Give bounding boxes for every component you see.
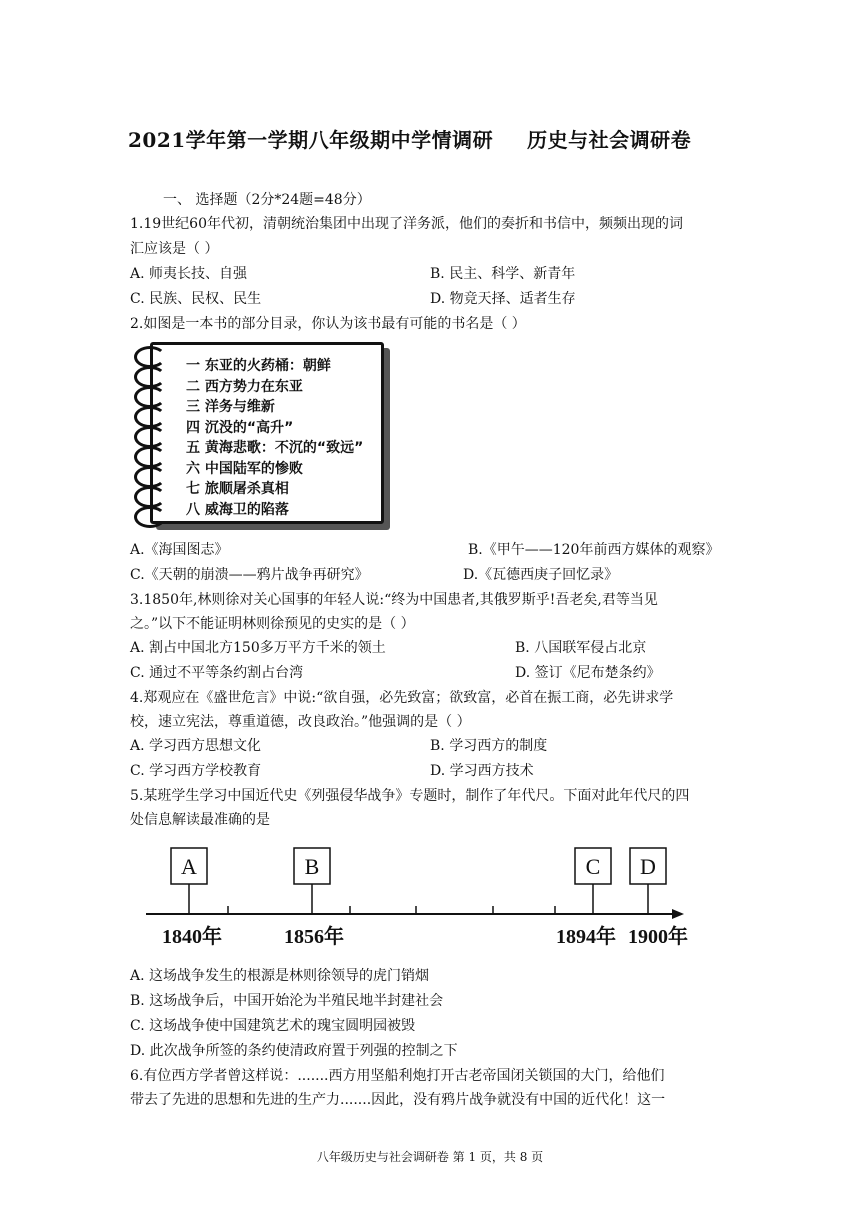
title-exam-name: 2021学年第一学期八年级期中学情调研 (128, 128, 494, 152)
toc-item: 五 黄海悲歌：不沉的“致远” (186, 440, 364, 456)
timeline-label-c: C (585, 854, 601, 879)
question-5-option-b: B. 这场战争后，中国开始沦为半殖民地半封建社会 (130, 993, 444, 1009)
question-2-option-c: C.《天朝的崩溃——鸦片战争再研究》 (130, 567, 369, 583)
timeline-ruler (140, 840, 700, 950)
question-5-option-c: C. 这场战争使中国建筑艺术的瑰宝圆明园被毁 (130, 1018, 416, 1034)
page-title (128, 124, 691, 153)
timeline-label-b: B (304, 854, 320, 879)
title-subject: 历史与社会调研卷 (527, 128, 692, 152)
question-1-option-c: C. 民族、民权、民生 (130, 291, 262, 307)
question-4-option-a: A. 学习西方思想文化 (130, 738, 262, 754)
question-5-stem-cont: 处信息解读最准确的是 (130, 812, 270, 828)
timeline-year-1840: 1840年 (162, 926, 222, 948)
question-1-option-a: A. 师夷长技、自强 (130, 266, 248, 282)
question-3-option-c: C. 通过不平等条约割占台湾 (130, 665, 304, 681)
toc-item: 六 中国陆军的惨败 (186, 460, 303, 477)
question-4-stem-cont: 校，速立宪法，尊重道德，改良政治。”他强调的是（ ） (130, 714, 471, 730)
question-5-option-a: A. 这场战争发生的根源是林则徐领导的虎门销烟 (130, 968, 430, 984)
toc-item: 三 洋务与维新 (186, 399, 275, 415)
toc-item: 七 旅顺屠杀真相 (186, 481, 289, 497)
question-3-stem-cont: 之。”以下不能证明林则徐预见的史实的是（ ） (130, 616, 415, 632)
timeline-label-d: D (640, 854, 656, 879)
question-4-stem: 4.郑观应在《盛世危言》中说:“欲自强，必先致富；欲致富，必首在振工商，必先讲求学 (130, 690, 674, 706)
question-2-option-b: B.《甲午——120年前西方媒体的观察》 (468, 542, 720, 558)
toc-item: 一 东亚的火药桶：朝鲜 (186, 358, 331, 374)
question-3-option-d: D. 签订《尼布楚条约》 (515, 665, 661, 681)
question-4-option-d: D. 学习西方技术 (430, 763, 534, 779)
question-4-option-b: B. 学习西方的制度 (430, 738, 548, 754)
question-3-stem: 3.1850年,林则徐对关心国事的年轻人说:“终为中国患者,其俄罗斯乎!吾老矣,君等当见 (130, 592, 658, 608)
toc-item: 八 威海卫的陷落 (186, 501, 289, 518)
question-2-option-a: A.《海国图志》 (130, 542, 229, 558)
section-heading: 一、 选择题（2分*24题=48分） (163, 192, 371, 208)
table-of-contents (186, 356, 363, 520)
question-3-option-b: B. 八国联军侵占北京 (515, 640, 647, 656)
timeline-year-1894: 1894年 (556, 926, 616, 948)
question-5-stem: 5.某班学生学习中国近代史《列强侵华战争》专题时，制作了年代尺。下面对此年代尺的四 (130, 788, 690, 804)
question-6-stem-cont: 带去了先进的思想和先进的生产力.......因此，没有鸦片战争就没有中国的近代化！这一 (130, 1092, 666, 1108)
question-5-option-d: D. 此次战争所签的条约使清政府置于列强的控制之下 (130, 1043, 458, 1059)
question-6-stem: 6.有位西方学者曾这样说：.......西方用坚船利炮打开古老帝国闭关锁国的大门，给他们 (130, 1068, 665, 1084)
question-1-option-b: B. 民主、科学、新青年 (430, 266, 576, 282)
question-2-option-d: D.《瓦德西庚子回忆录》 (463, 567, 619, 583)
spiral-binding (132, 346, 162, 522)
question-1-stem-cont: 汇应该是（ ） (130, 241, 219, 257)
page-footer: 八年级历史与社会调研卷 第 1 页，共 8 页 (316, 1150, 544, 1164)
question-2-stem: 2.如图是一本书的部分目录，你认为该书最有可能的书名是（ ） (130, 316, 526, 332)
timeline-year-1900: 1900年 (628, 926, 688, 948)
question-3-option-a: A. 割占中国北方150多万平方千米的领土 (130, 640, 386, 656)
question-4-option-c: C. 学习西方学校教育 (130, 763, 262, 779)
timeline-label-a: A (181, 854, 197, 879)
timeline-arrow (672, 909, 684, 919)
book-contents-image (132, 338, 386, 526)
timeline-year-1856: 1856年 (284, 926, 344, 948)
question-1-stem: 1.19世纪60年代初，清朝统治集团中出现了洋务派，他们的奏折和书信中，频频出现的词 (130, 216, 683, 232)
toc-item: 二 西方势力在东亚 (186, 378, 303, 395)
question-1-option-d: D. 物竞天择、适者生存 (430, 291, 576, 307)
toc-item: 四 沉没的“高升” (186, 419, 294, 436)
